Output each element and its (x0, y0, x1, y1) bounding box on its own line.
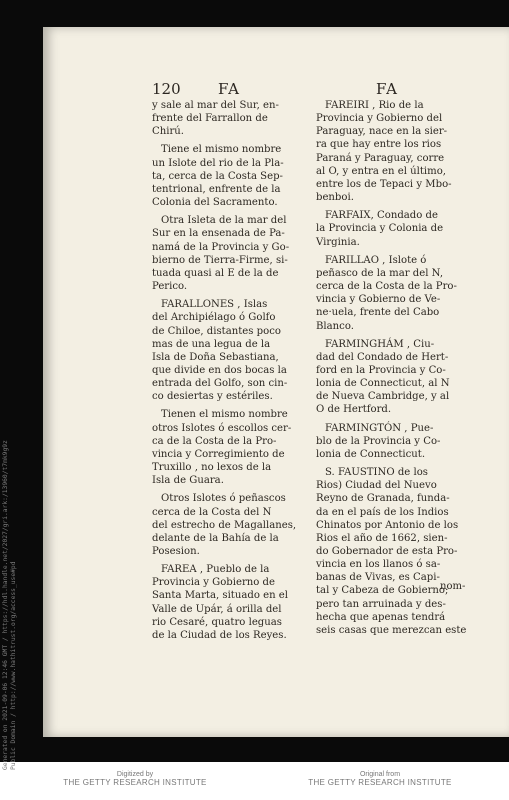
text-line: y sale al mar del Sur, en- (152, 100, 279, 111)
access-notice-line-1: Generated on 2021-09-06 12:46 GMT / https://hdl.handle.net/2027/gri.ark:/13960/t7mk9g9z (2, 440, 9, 770)
text-line: Tienen el mismo nombre (161, 409, 288, 421)
text-line: da en el país de los Indios (316, 506, 449, 518)
text-line: Isla de Guara. (152, 475, 224, 487)
entry-paragraph (152, 492, 310, 558)
running-head-left: FA (218, 80, 240, 98)
original-credit (280, 771, 480, 787)
text-line: frente del Farrallon de (152, 113, 268, 125)
text-line: Isla de Doña Sebastiana, (152, 351, 279, 363)
text-line: Otros Islotes ó peñascos (161, 493, 286, 505)
text-line: Provincia y Gobierno del (316, 113, 443, 125)
text-line: Provincia y Gobierno de (152, 577, 275, 589)
entry-paragraph (316, 254, 474, 333)
text-line: Otra Isleta de la mar del (161, 215, 287, 227)
text-line: de la Ciudad de los Reyes. (152, 629, 287, 641)
text-line: Rios) Ciudad del Nuevo (316, 480, 437, 492)
text-line: FAREA , Pueblo de la (161, 564, 270, 576)
text-line: lonia de Connecticut, al N (316, 378, 450, 390)
text-line: Posesion. (152, 546, 200, 557)
text-line: Reyno de Granada, funda- (316, 493, 450, 505)
text-line: del estrecho de Magallanes, (152, 519, 297, 531)
text-line: FAREIRI , Rio de la (325, 100, 424, 111)
entry-paragraph (316, 466, 474, 637)
original-label: Original from (359, 771, 401, 778)
entry-paragraph (152, 298, 310, 403)
text-line: lonia de Connecticut. (316, 448, 426, 460)
text-line: Truxillo , no lexos de la (152, 462, 272, 474)
entry-paragraph (316, 338, 474, 417)
entry-paragraph (152, 408, 310, 487)
left-column (152, 99, 310, 642)
text-line: FARFAIX, Condado de (325, 210, 438, 222)
text-line: dad del Condado de Hert- (316, 351, 449, 363)
entry-paragraph (152, 563, 310, 642)
text-line: Paraguay, nace en la sier- (316, 126, 448, 138)
text-line: namá de la Provincia y Go- (152, 241, 290, 253)
text-line: FARALLONES , Islas (161, 299, 268, 311)
original-institution: THE GETTY RESEARCH INSTITUTE (308, 778, 452, 787)
text-line: Rios el año de 1662, sien- (316, 532, 448, 544)
text-line: hecha que apenas tendrá (316, 611, 446, 623)
access-notice (2, 440, 18, 770)
digitized-institution: THE GETTY RESEARCH INSTITUTE (63, 778, 207, 787)
text-line: de Nueva Cambridge, y al (316, 391, 450, 403)
text-line: FARMINGHÁM , Ciu- (325, 338, 435, 350)
text-line: Paraná y Paraguay, corre (316, 152, 445, 164)
text-line: FARILLAO , Islote ó (325, 254, 427, 266)
text-line: Tiene el mismo nombre (161, 144, 282, 156)
text-line: que divide en dos bocas la (152, 364, 287, 376)
text-line: co desiertas y estériles. (152, 391, 273, 403)
text-line: benboi. (316, 192, 354, 204)
text-line: peñasco de la mar del N, (316, 267, 444, 279)
right-column (316, 99, 474, 637)
text-line: Sur en la ensenada de Pa- (152, 228, 285, 240)
catchword: nom- (440, 581, 466, 592)
text-line: Virginia. (316, 236, 360, 248)
digitized-credit (40, 771, 230, 787)
text-line: blo de la Provincia y Co- (316, 435, 441, 447)
text-line: ne·uela, frente del Cabo (316, 307, 440, 319)
text-line: seis casas que merezcan este (316, 624, 467, 636)
text-line: rio Cesaré, quatro leguas (152, 616, 282, 628)
access-notice-line-2: Public Domain / http://www.hathitrust.org/access_use#pd (10, 561, 17, 770)
page-number: 120 (152, 80, 181, 98)
text-line: ra que hay entre los rios (316, 139, 442, 151)
text-line: Valle de Upár, á orilla del (152, 603, 282, 615)
text-line: cerca de la Costa del N (152, 506, 272, 518)
entry-paragraph (316, 99, 474, 204)
text-line: pero tan arruinada y des- (316, 598, 446, 610)
text-line: delante de la Bahía de la (152, 532, 279, 544)
text-line: otros Islotes ó escollos cer- (152, 422, 292, 434)
text-line: entrada del Golfo, son cin- (152, 378, 288, 390)
text-line: de Chiloe, distantes poco (152, 325, 281, 337)
text-line: FARMINGTÓN , Pue- (325, 422, 434, 434)
text-line: al O, y entra en el último, (316, 165, 447, 177)
text-line: tuada quasi al E de la de (152, 267, 279, 279)
text-line: vincia y Gobierno de Ve- (316, 294, 441, 306)
text-line: Chinatos por Antonio de los (316, 519, 459, 531)
text-line: Colonia del Sacramento. (152, 197, 278, 209)
text-line: del Archipiélago ó Golfo (152, 312, 276, 324)
text-line: ta, cerca de la Costa Sep- (152, 170, 283, 182)
text-line: la Provincia y Colonia de (316, 223, 444, 235)
text-line: Perico. (152, 281, 188, 293)
text-line: S. FAUSTINO de los (325, 467, 428, 479)
text-line: bierno de Tierra-Firme, si- (152, 254, 288, 266)
text-line: cerca de la Costa de la Pro- (316, 281, 457, 293)
entry-paragraph (152, 214, 310, 293)
entry-paragraph (316, 422, 474, 461)
text-line: Santa Marta, situado en el (152, 590, 288, 602)
text-line: Blanco. (316, 320, 354, 332)
text-line: tentrional, enfrente de la (152, 183, 281, 195)
text-line: ford en la Provincia y Co- (316, 364, 446, 376)
text-line: ca de la Costa de la Pro- (152, 435, 277, 447)
text-line: Chirú. (152, 126, 184, 138)
text-line: vincia y Corregimiento de (152, 448, 285, 460)
entry-paragraph (152, 143, 310, 209)
text-line: O de Hertford. (316, 404, 392, 416)
footer-bar (0, 762, 509, 800)
text-line: entre los de Tepaci y Mbo- (316, 178, 452, 190)
text-line: un Islote del rio de la Pla- (152, 157, 284, 169)
text-line: banas de Vivas, es Capi- (316, 572, 440, 584)
running-head-right: FA (376, 80, 398, 98)
text-line: mas de una legua de la (152, 338, 271, 350)
entry-paragraph (316, 209, 474, 248)
text-line: do Gobernador de esta Pro- (316, 546, 458, 557)
entry-paragraph (152, 99, 310, 138)
text-line: vincia en los llanos ó sa- (316, 559, 441, 571)
digitized-label: Digitized by (116, 771, 154, 778)
text-line: tal y Cabeza de Gobierno; (316, 585, 449, 597)
